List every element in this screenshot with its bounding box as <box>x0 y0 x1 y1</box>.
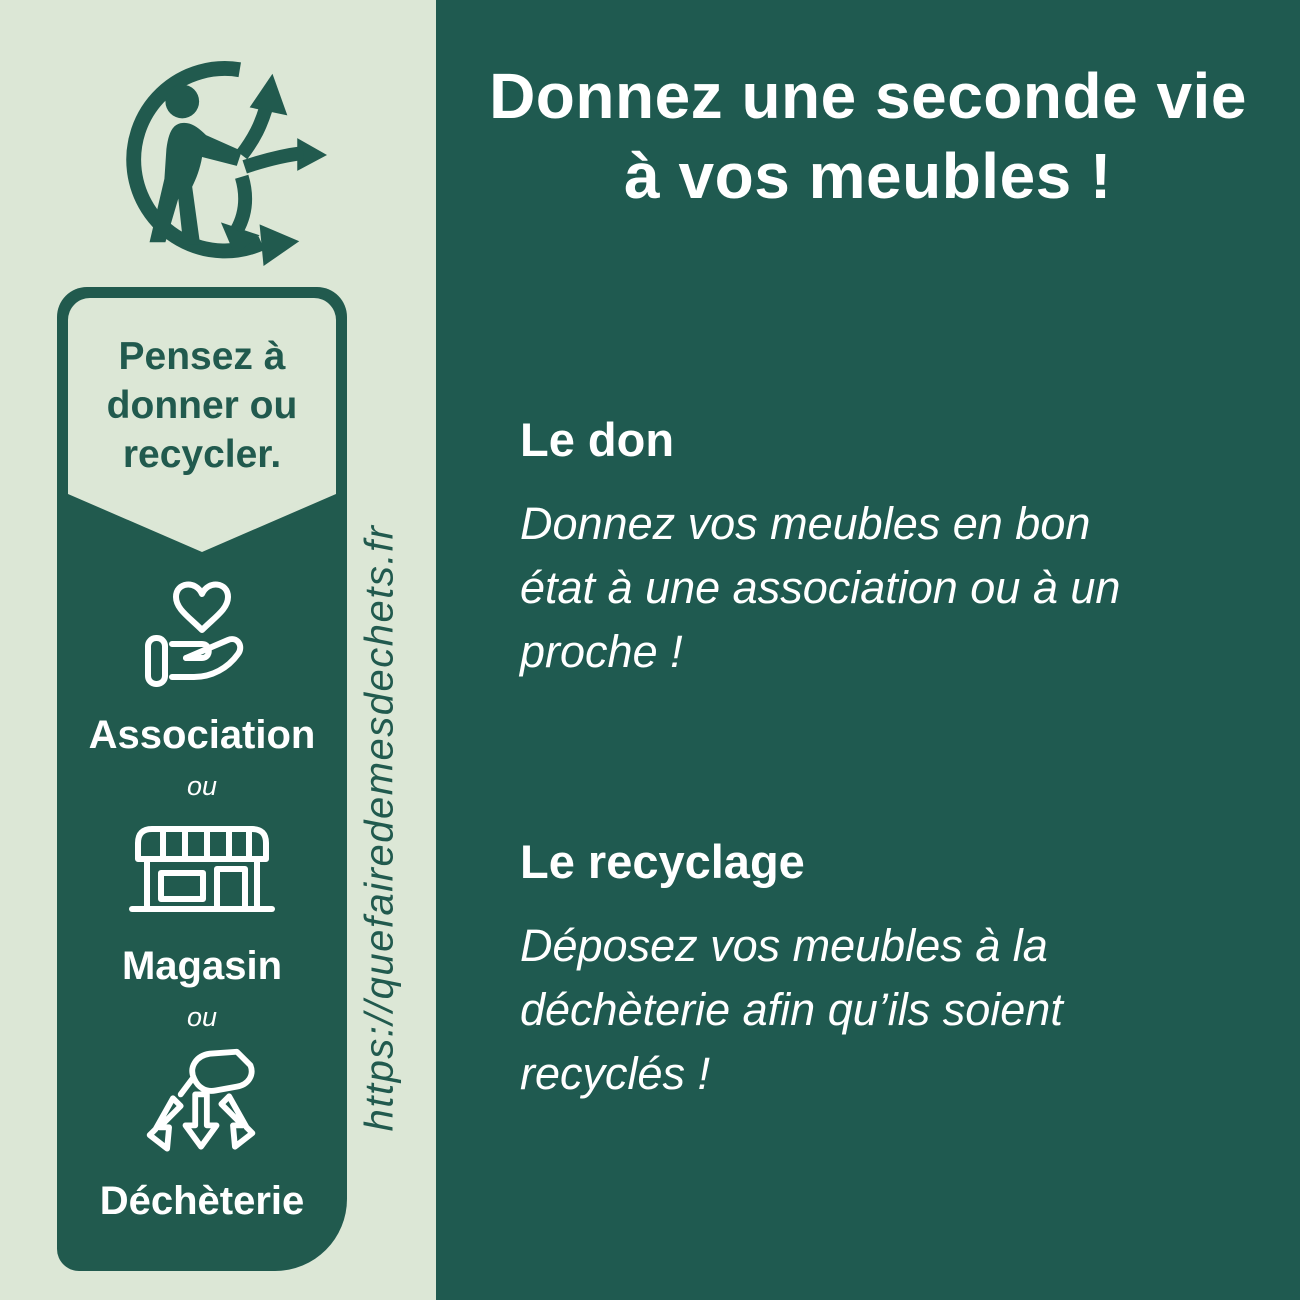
item-label-decheterie: Déchèterie <box>99 1179 305 1223</box>
section-body-le-recyclage <box>520 914 1063 1106</box>
website-url: https://quefairedemesdechets.fr <box>357 524 402 1132</box>
storefront-icon <box>127 817 277 933</box>
page-title-line: Donnez une seconde vie <box>489 60 1247 132</box>
body-line: proche ! <box>520 626 683 677</box>
main-panel <box>436 0 1300 1300</box>
page-title <box>436 56 1300 216</box>
body-line: déchèterie afin qu’ils soient <box>520 984 1063 1035</box>
body-line: état à une association ou à un <box>520 562 1121 613</box>
body-line: Déposez vos meubles à la <box>520 920 1048 971</box>
item-label-association: Association <box>88 713 316 757</box>
triman-recycling-logo-icon <box>92 40 332 268</box>
separator-ou: ou <box>186 1002 218 1032</box>
item-label-magasin: Magasin <box>121 944 283 988</box>
donation-options-banner <box>57 287 347 1271</box>
heart-in-hand-icon <box>136 572 268 702</box>
body-line: Donnez vos meubles en bon <box>520 498 1091 549</box>
banner-pocket <box>68 298 336 552</box>
pocket-chevron-shape <box>68 494 336 552</box>
section-heading-le-don: Le don <box>520 413 675 466</box>
pocket-message <box>68 298 336 494</box>
pocket-line: recycler. <box>122 433 282 476</box>
pocket-line: Pensez à <box>118 335 286 378</box>
pocket-line: donner ou <box>106 384 298 427</box>
hand-drop-sorting-icon <box>139 1044 265 1168</box>
section-heading-le-recyclage: Le recyclage <box>520 835 805 888</box>
page-title-line: à vos meubles ! <box>624 140 1112 212</box>
separator-ou: ou <box>186 771 218 801</box>
section-body-le-don <box>520 492 1120 684</box>
body-line: recyclés ! <box>520 1048 711 1099</box>
